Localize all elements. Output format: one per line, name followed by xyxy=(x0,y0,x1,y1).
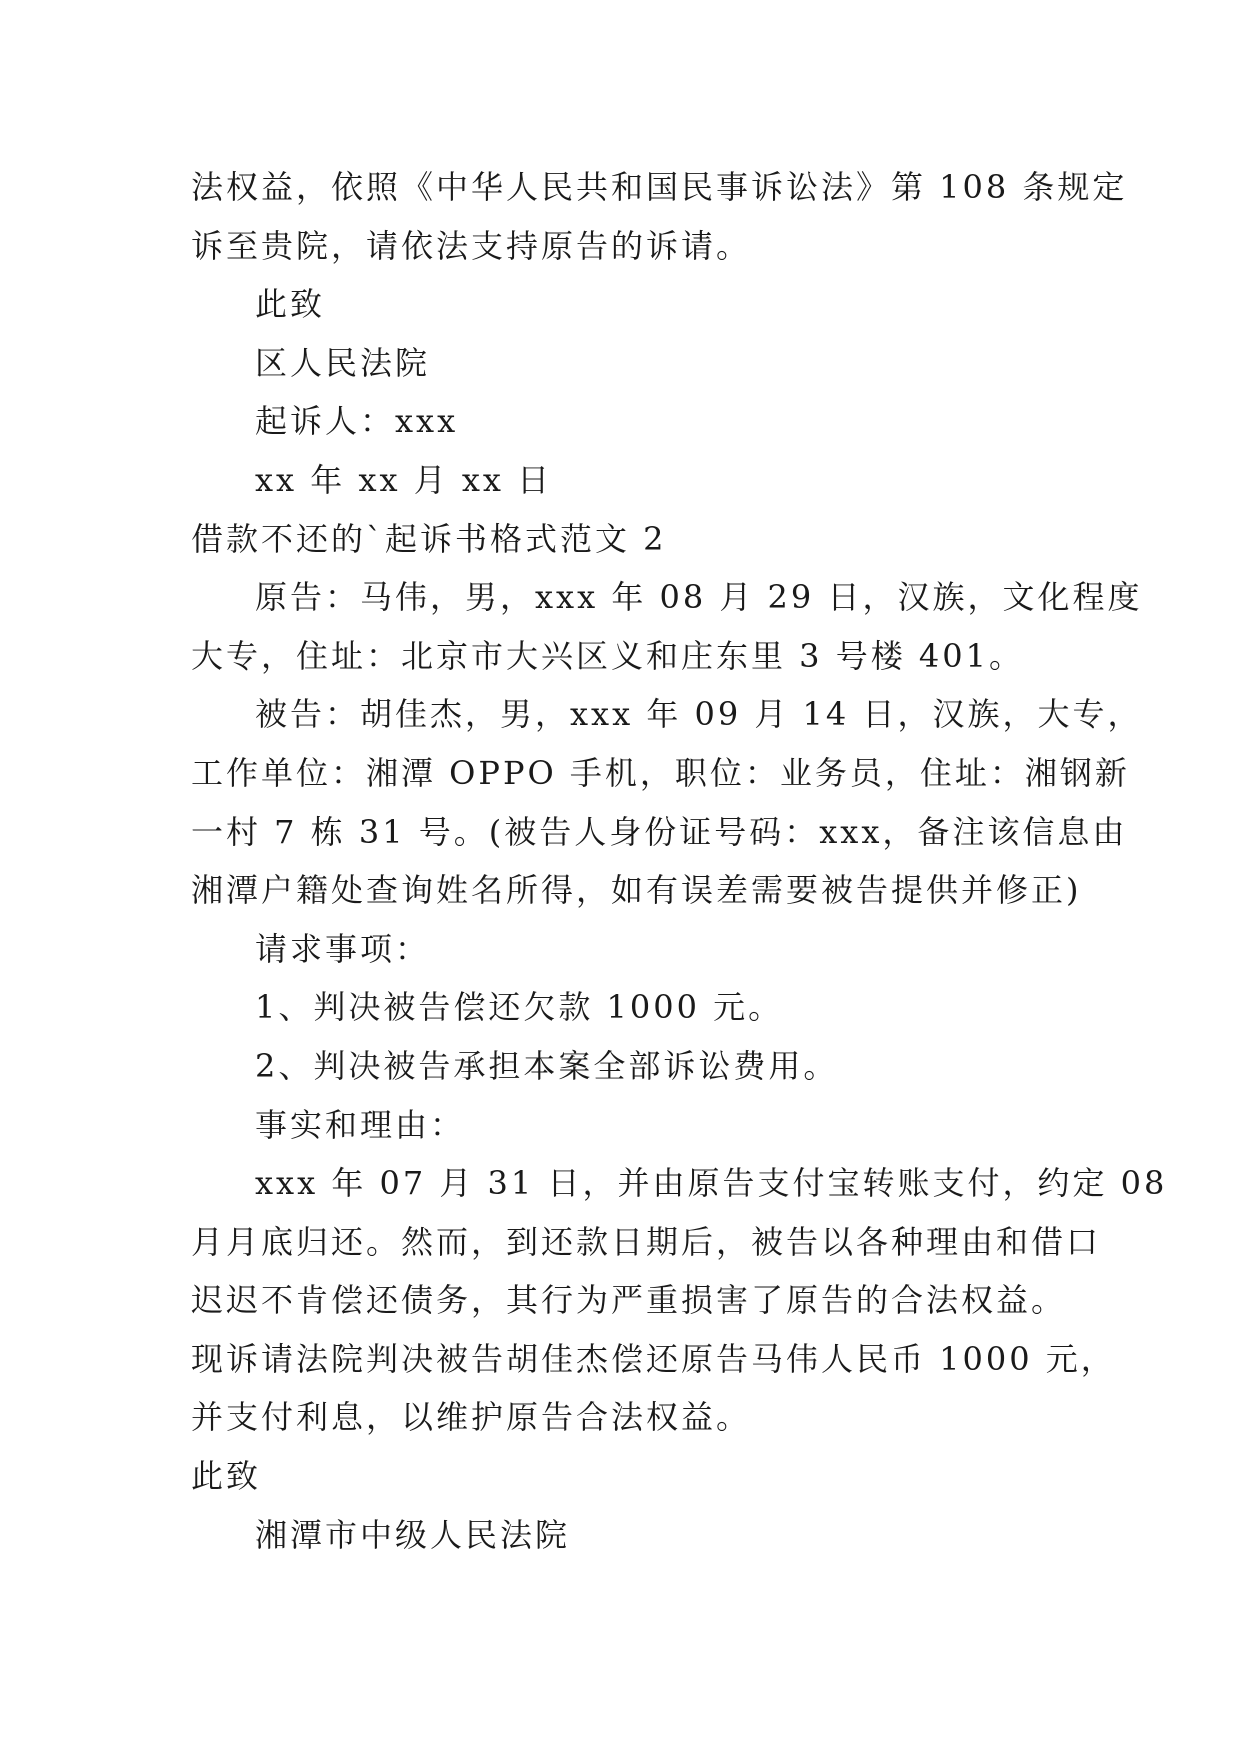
facts-paragraph: xxx 年 07 月 31 日，并由原告支付宝转账支付，约定 08 xyxy=(255,1164,1168,1203)
text-line: 月月底归还。然而，到还款日期后，被告以各种理由和借口 xyxy=(191,1222,1102,1261)
defendant-info: 被告：胡佳杰，男，xxx 年 09 月 14 日，汉族，大专， xyxy=(255,695,1143,734)
text-line: 迟迟不肯偿还债务，其行为严重损害了原告的合法权益。 xyxy=(191,1281,1067,1320)
plaintiff-info: 原告：马伟，男，xxx 年 08 月 29 日，汉族，文化程度 xyxy=(255,578,1143,617)
claims-heading: 请求事项： xyxy=(255,929,431,968)
text-line: 现诉请法院判决被告胡佳杰偿还原告马伟人民币 1000 元， xyxy=(191,1339,1116,1378)
court-name: 区人民法院 xyxy=(255,343,431,382)
text-line: 法权益，依照《中华人民共和国民事诉讼法》第 108 条规定 xyxy=(191,168,1128,206)
text-line: 湘潭户籍处查询姓名所得，如有误差需要被告提供并修正) xyxy=(191,871,1082,910)
court-name: 湘潭市中级人民法院 xyxy=(255,1515,571,1554)
text-line: 一村 7 栋 31 号。(被告人身份证号码：xxx，备注该信息由 xyxy=(191,812,1128,851)
facts-heading: 事实和理由： xyxy=(255,1105,466,1144)
section-heading: 借款不还的`起诉书格式范文 2 xyxy=(191,519,667,558)
plaintiff-signature: 起诉人：xxx xyxy=(255,402,459,441)
claim-item: 2、判决被告承担本案全部诉讼费用。 xyxy=(255,1046,839,1085)
text-line: 大专，住址：北京市大兴区义和庄东里 3 号楼 401。 xyxy=(191,636,1024,675)
claim-item: 1、判决被告偿还欠款 1000 元。 xyxy=(255,988,784,1027)
salutation: 此致 xyxy=(191,1457,262,1496)
text-line: 并支付利息，以维护原告合法权益。 xyxy=(191,1398,752,1437)
text-line: 工作单位：湘潭 OPPO 手机，职位：业务员，住址：湘钢新 xyxy=(191,753,1130,792)
text-line: 诉至贵院，请依法支持原告的诉请。 xyxy=(191,226,752,265)
salutation: 此致 xyxy=(255,285,326,324)
date-line: xx 年 xx 月 xx 日 xyxy=(255,460,553,499)
document-body xyxy=(191,158,1168,1564)
